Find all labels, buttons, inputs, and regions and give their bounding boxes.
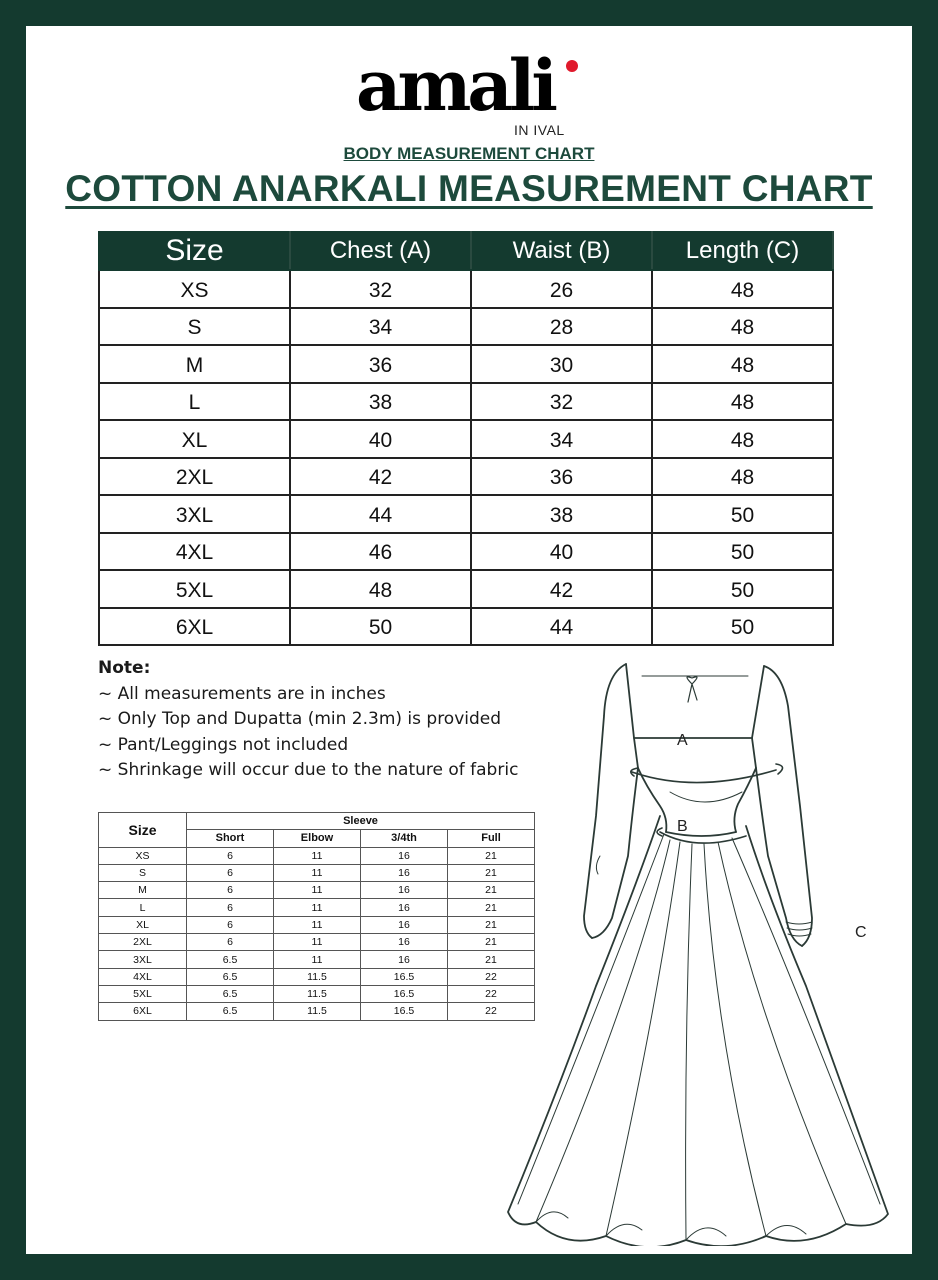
table-cell: 50 — [652, 608, 833, 646]
sleeve-cell: 11 — [274, 899, 361, 916]
sleeve-header-short: Short — [187, 830, 274, 847]
subtitle: BODY MEASUREMENT CHART — [343, 144, 595, 163]
sleeve-cell: 11 — [274, 882, 361, 899]
sleeve-header-three-quarter: 3/4th — [361, 830, 448, 847]
table-row — [99, 458, 833, 496]
page-title: COTTON ANARKALI MEASUREMENT CHART — [65, 168, 873, 209]
table-cell: 48 — [290, 570, 471, 608]
sleeve-cell: 3XL — [99, 951, 187, 968]
table-cell: 36 — [290, 345, 471, 383]
sleeve-cell: 16 — [361, 916, 448, 933]
label-b: B — [677, 818, 688, 835]
table-cell: 5XL — [99, 570, 290, 608]
sleeve-cell: 6 — [187, 899, 274, 916]
table-cell: 38 — [290, 383, 471, 421]
measurement-table — [98, 231, 834, 646]
sleeve-cell: 6 — [187, 916, 274, 933]
sleeve-cell: 21 — [448, 951, 535, 968]
sleeve-cell: 6 — [187, 882, 274, 899]
sleeve-cell: 16 — [361, 951, 448, 968]
sleeve-cell: 11.5 — [274, 985, 361, 1002]
sleeve-cell: 16.5 — [361, 985, 448, 1002]
sleeve-cell: 6 — [187, 847, 274, 864]
header-size: Size — [99, 232, 290, 270]
table-row — [99, 570, 833, 608]
brand-tagline: IN IVAL — [514, 122, 565, 138]
table-cell: M — [99, 345, 290, 383]
table-cell: 42 — [290, 458, 471, 496]
sleeve-cell: 21 — [448, 934, 535, 951]
label-c: C — [855, 924, 867, 941]
sleeve-group-header: Sleeve — [187, 813, 535, 830]
note-item: ~ Only Top and Dupatta (min 2.3m) is provided — [98, 709, 502, 729]
table-cell: 34 — [471, 420, 652, 458]
table-cell: 48 — [652, 345, 833, 383]
table-cell: 42 — [471, 570, 652, 608]
table-cell: 48 — [652, 458, 833, 496]
table-row — [99, 608, 833, 646]
sleeve-cell: 6.5 — [187, 968, 274, 985]
sleeve-cell: 21 — [448, 847, 535, 864]
table-cell: 50 — [652, 495, 833, 533]
brand-name: amali — [356, 44, 554, 127]
table-cell: XS — [99, 270, 290, 308]
sleeve-cell: 11.5 — [274, 1003, 361, 1020]
table-cell: 30 — [471, 345, 652, 383]
sleeve-cell: XL — [99, 916, 187, 933]
table-cell: 40 — [471, 533, 652, 571]
sleeve-cell: 21 — [448, 916, 535, 933]
sleeve-cell: L — [99, 899, 187, 916]
table-cell: 6XL — [99, 608, 290, 646]
table-cell: 40 — [290, 420, 471, 458]
sleeve-cell: S — [99, 864, 187, 881]
sleeve-cell: 16.5 — [361, 968, 448, 985]
table-cell: 48 — [652, 420, 833, 458]
header-chest: Chest (A) — [290, 232, 471, 270]
sleeve-cell: XS — [99, 847, 187, 864]
sleeve-cell: 11 — [274, 847, 361, 864]
sleeve-cell: 21 — [448, 882, 535, 899]
table-cell: 3XL — [99, 495, 290, 533]
table-cell: 44 — [471, 608, 652, 646]
sleeve-size-header: Size — [99, 813, 187, 848]
sleeve-cell: 6 — [187, 864, 274, 881]
table-cell: 44 — [290, 495, 471, 533]
sleeve-header-elbow: Elbow — [274, 830, 361, 847]
sleeve-cell: 5XL — [99, 985, 187, 1002]
sleeve-cell: 6.5 — [187, 951, 274, 968]
table-cell: 32 — [290, 270, 471, 308]
table-row — [99, 270, 833, 308]
table-row — [99, 383, 833, 421]
measurement-sheet — [26, 26, 912, 1254]
table-cell: 50 — [652, 533, 833, 571]
sleeve-cell: 21 — [448, 864, 535, 881]
table-cell: 32 — [471, 383, 652, 421]
logo-dot — [566, 60, 578, 72]
sleeve-cell: M — [99, 882, 187, 899]
sleeve-cell: 11 — [274, 951, 361, 968]
table-cell: 38 — [471, 495, 652, 533]
table-cell: 26 — [471, 270, 652, 308]
table-cell: 48 — [652, 308, 833, 346]
sleeve-cell: 4XL — [99, 968, 187, 985]
note-item: ~ All measurements are in inches — [98, 683, 386, 704]
header-length: Length (C) — [652, 232, 833, 270]
table-header-row — [99, 232, 833, 270]
sleeve-cell: 6 — [187, 934, 274, 951]
table-cell: 34 — [290, 308, 471, 346]
table-cell: 50 — [290, 608, 471, 646]
sleeve-cell: 16 — [361, 934, 448, 951]
table-cell: 48 — [652, 270, 833, 308]
sleeve-cell: 16 — [361, 882, 448, 899]
sleeve-cell: 16 — [361, 847, 448, 864]
table-cell: 2XL — [99, 458, 290, 496]
sleeve-cell: 16 — [361, 864, 448, 881]
table-cell: S — [99, 308, 290, 346]
sleeve-cell: 11 — [274, 916, 361, 933]
sleeve-cell: 11 — [274, 864, 361, 881]
sleeve-cell: 16.5 — [361, 1003, 448, 1020]
brand-logo — [356, 44, 586, 140]
table-row — [99, 533, 833, 571]
table-row — [99, 495, 833, 533]
table-row — [99, 420, 833, 458]
sleeve-cell: 2XL — [99, 934, 187, 951]
table-cell: 50 — [652, 570, 833, 608]
sleeve-cell: 21 — [448, 899, 535, 916]
table-cell: 36 — [471, 458, 652, 496]
table-cell: 46 — [290, 533, 471, 571]
table-cell: 48 — [652, 383, 833, 421]
sleeve-cell: 6XL — [99, 1003, 187, 1020]
sleeve-cell: 22 — [448, 968, 535, 985]
sleeve-cell: 6.5 — [187, 985, 274, 1002]
sleeve-header-full: Full — [448, 830, 535, 847]
table-cell: XL — [99, 420, 290, 458]
sleeve-cell: 6.5 — [187, 1003, 274, 1020]
sleeve-cell: 11.5 — [274, 968, 361, 985]
notes-heading: Note: — [98, 658, 151, 678]
table-cell: 4XL — [99, 533, 290, 571]
sleeve-cell: 11 — [274, 934, 361, 951]
label-a: A — [677, 732, 688, 749]
note-item: ~ Shrinkage will occur due to the nature of fabric — [98, 760, 519, 780]
table-row — [99, 345, 833, 383]
table-cell: 28 — [471, 308, 652, 346]
header-waist: Waist (B) — [471, 232, 652, 270]
table-cell: L — [99, 383, 290, 421]
table-row — [99, 308, 833, 346]
note-item: ~ Pant/Leggings not included — [98, 734, 349, 755]
sleeve-cell: 22 — [448, 985, 535, 1002]
sleeve-cell: 22 — [448, 1003, 535, 1020]
anarkali-dress-illustration — [456, 656, 896, 1246]
sleeve-cell: 16 — [361, 899, 448, 916]
